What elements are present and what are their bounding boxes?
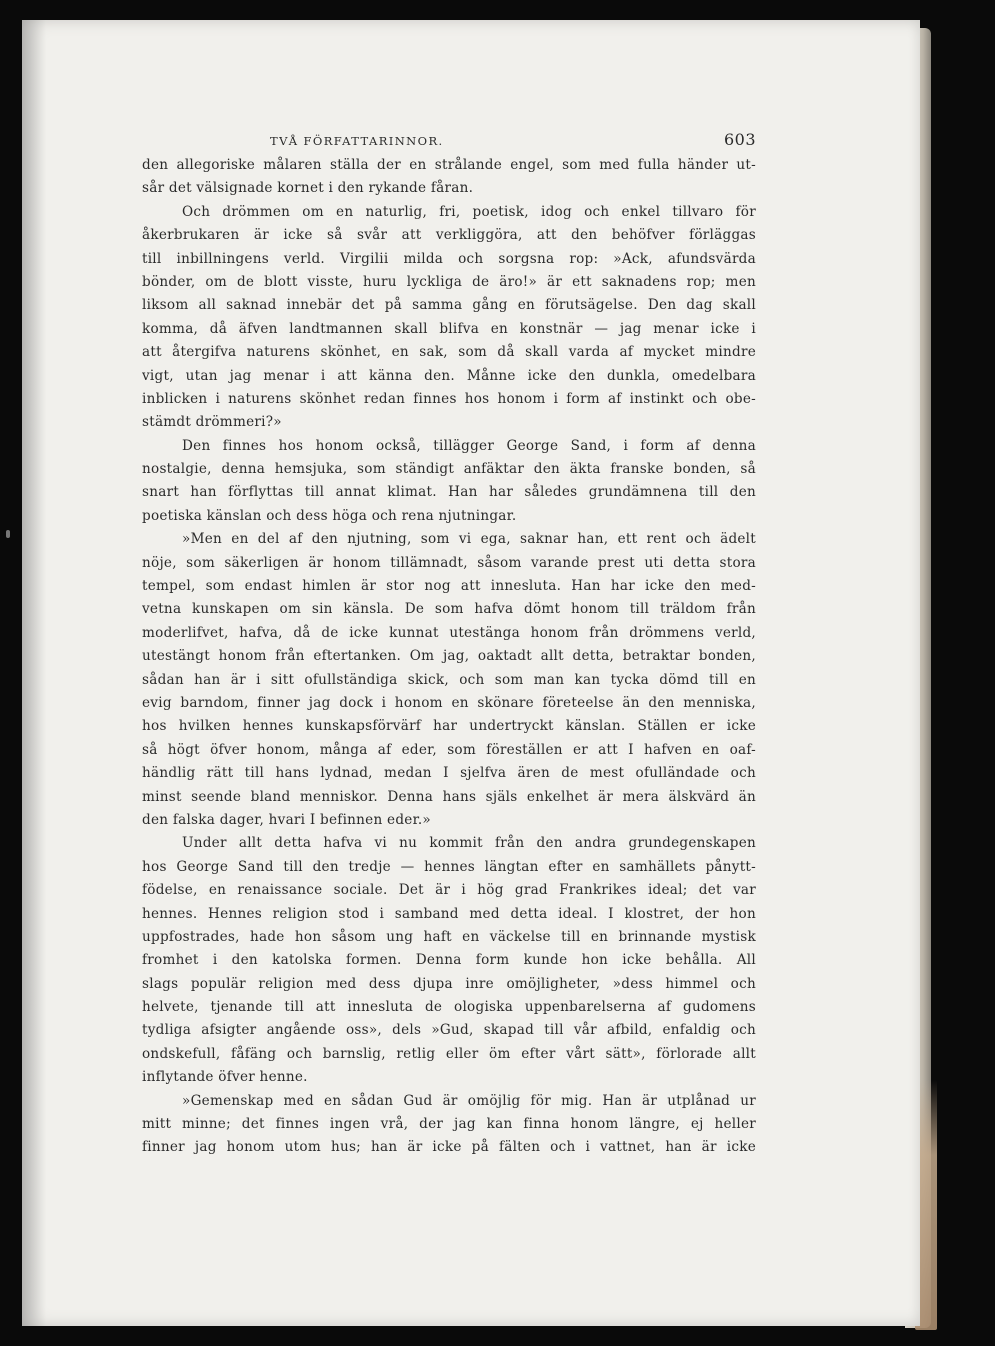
text-line: bönder, om de blott visste, huru lyckliga de äro!» är ett saknadens rop; men [142,273,756,290]
text-line: ondskefull, fåfäng och barnslig, retlig eller öm efter vårt sätt», förlorade allt [142,1045,756,1062]
text-line: poetiska känslan och dess höga och rena njutningar. [142,507,517,524]
text-line: hennes. Hennes religion stod i samband med detta ideal. I klostret, der hon [142,905,756,922]
text-line: så högt öfver honom, många af eder, som föreställen er att I hafven en oaf- [142,741,756,758]
text-line: Under allt detta hafva vi nu kommit från den andra grundegenskapen [182,835,756,852]
text-line: tempel, som endast himlen är stor nog att innesluta. Han har icke den med- [142,578,756,595]
text-line: helvete, tjenande till att innesluta de ologiska uppenbarelserna af gudomens [142,999,756,1016]
text-line: stämdt drömmeri?» [142,414,282,431]
text-line: moderlifvet, hafva, då de icke kunnat utestänga honom från drömmens verld, [142,624,756,641]
text-line: utestängt honom från eftertanken. Om jag, oaktadt allt detta, betraktar bonden, [142,648,756,665]
text-line: sår det välsignade kornet i den rykande fåran. [142,180,474,197]
text-line: fromhet i den katolska formen. Denna form kunde hon icke behålla. All [142,952,756,969]
text-line: Den finnes hos honom också, tillägger George Sand, i form af denna [182,437,756,454]
text-line: tydliga afsigter angående oss», dels »Gud, skapad till vår afbild, enfaldig och [142,1022,756,1039]
text-line: inflytande öfver henne. [142,1069,308,1086]
text-line: sådan han är i sitt ofullständiga skick, och som man kan tycka dömd till en [142,671,756,688]
text-line: hos George Sand till den tredje — hennes längtan efter en samhällets pånytt- [142,858,756,875]
text-line: den allegoriske målaren ställa der en strålande engel, som med fulla händer ut- [142,157,756,173]
text-line: nöje, som säkerligen är honom tillämnadt, såsom varande prest uti detta stora [142,554,756,571]
text-line: komma, då äfven landtmannen skall blifva en konstnär — jag menar icke i [142,320,756,337]
text-line: händlig rätt till hans lydnad, medan I sjelfva ären de mest ofulländade och [142,765,756,782]
text-line: finner jag honom utom hus; han är icke på fälten och i vattnet, han är icke [142,1139,756,1156]
text-line: evig barndom, finner jag dock i honom en skönare företeelse än den menniska, [142,694,756,711]
text-line: hos hvilken hennes kunskapsförvärf har undertryckt känslan. Ställen er icke [142,718,756,735]
text-line: den falska dager, hvari I befinnen eder.» [142,811,431,828]
text-line: vigt, utan jag menar i att känna den. Månne icke den dunkla, omedelbara [142,367,756,384]
text-line: vetna kunskapen om sin känsla. De som hafva dömt honom till träldom från [142,601,756,618]
text-line: inblicken i naturens skönhet redan finnes hos honom i form af instinkt och obe- [142,390,756,407]
text-line: till inbillningens verld. Virgilii milda och sorgsna rop: »Ack, afundsvärda [142,250,756,267]
text-line: slags populär religion med dess djupa inre omöjligheter, »dess himmel och [142,975,756,992]
text-line: nostalgie, denna hemsjuka, som ständigt anfäktar den äkta franske bonden, så [142,461,756,478]
text-line: åkerbrukaren är icke så svår att verkliggöra, att den behöfver förläggas [142,227,756,244]
text-line: snart han förflyttas till annat klimat. Han har således grundämnena till den [142,484,756,501]
text-line: »Men en del af den njutning, som vi ega, saknar han, ett rent och ädelt [182,531,756,548]
running-head [142,124,756,154]
text-line: minst seende bland menniskor. Denna hans själs enkelhet är mera älskvärd än [142,788,756,805]
text-line: Och drömmen om en naturlig, fri, poetisk, idog och enkel tillvaro för [182,203,756,220]
text-line: mitt minne; det finnes ingen vrå, der jag kan finna honom längre, ej heller [142,1116,756,1133]
text-line: uppfostrades, hade hon såsom ung haft en väckelse till en brinnande mystisk [142,928,756,945]
text-line: »Gemenskap med en sådan Gud är omöjlig för mig. Han är utplånad ur [182,1092,756,1109]
text-line: att återgifva naturens skönhet, en sak, som då skall varda af mycket mindre [142,344,756,361]
text-line: födelse, en renaissance sociale. Det är i hög grad Frankrikes ideal; det var [142,882,756,899]
running-title: TVÅ FÖRFATTARINNOR. [270,134,444,148]
text-line: liksom all saknad innebär det på samma gång en förutsägelse. Den dag skall [142,297,756,314]
page-gutter-shadow [22,20,46,1326]
page-number: 603 [723,130,756,149]
page-text-block [142,124,756,1160]
margin-mark [6,530,10,538]
